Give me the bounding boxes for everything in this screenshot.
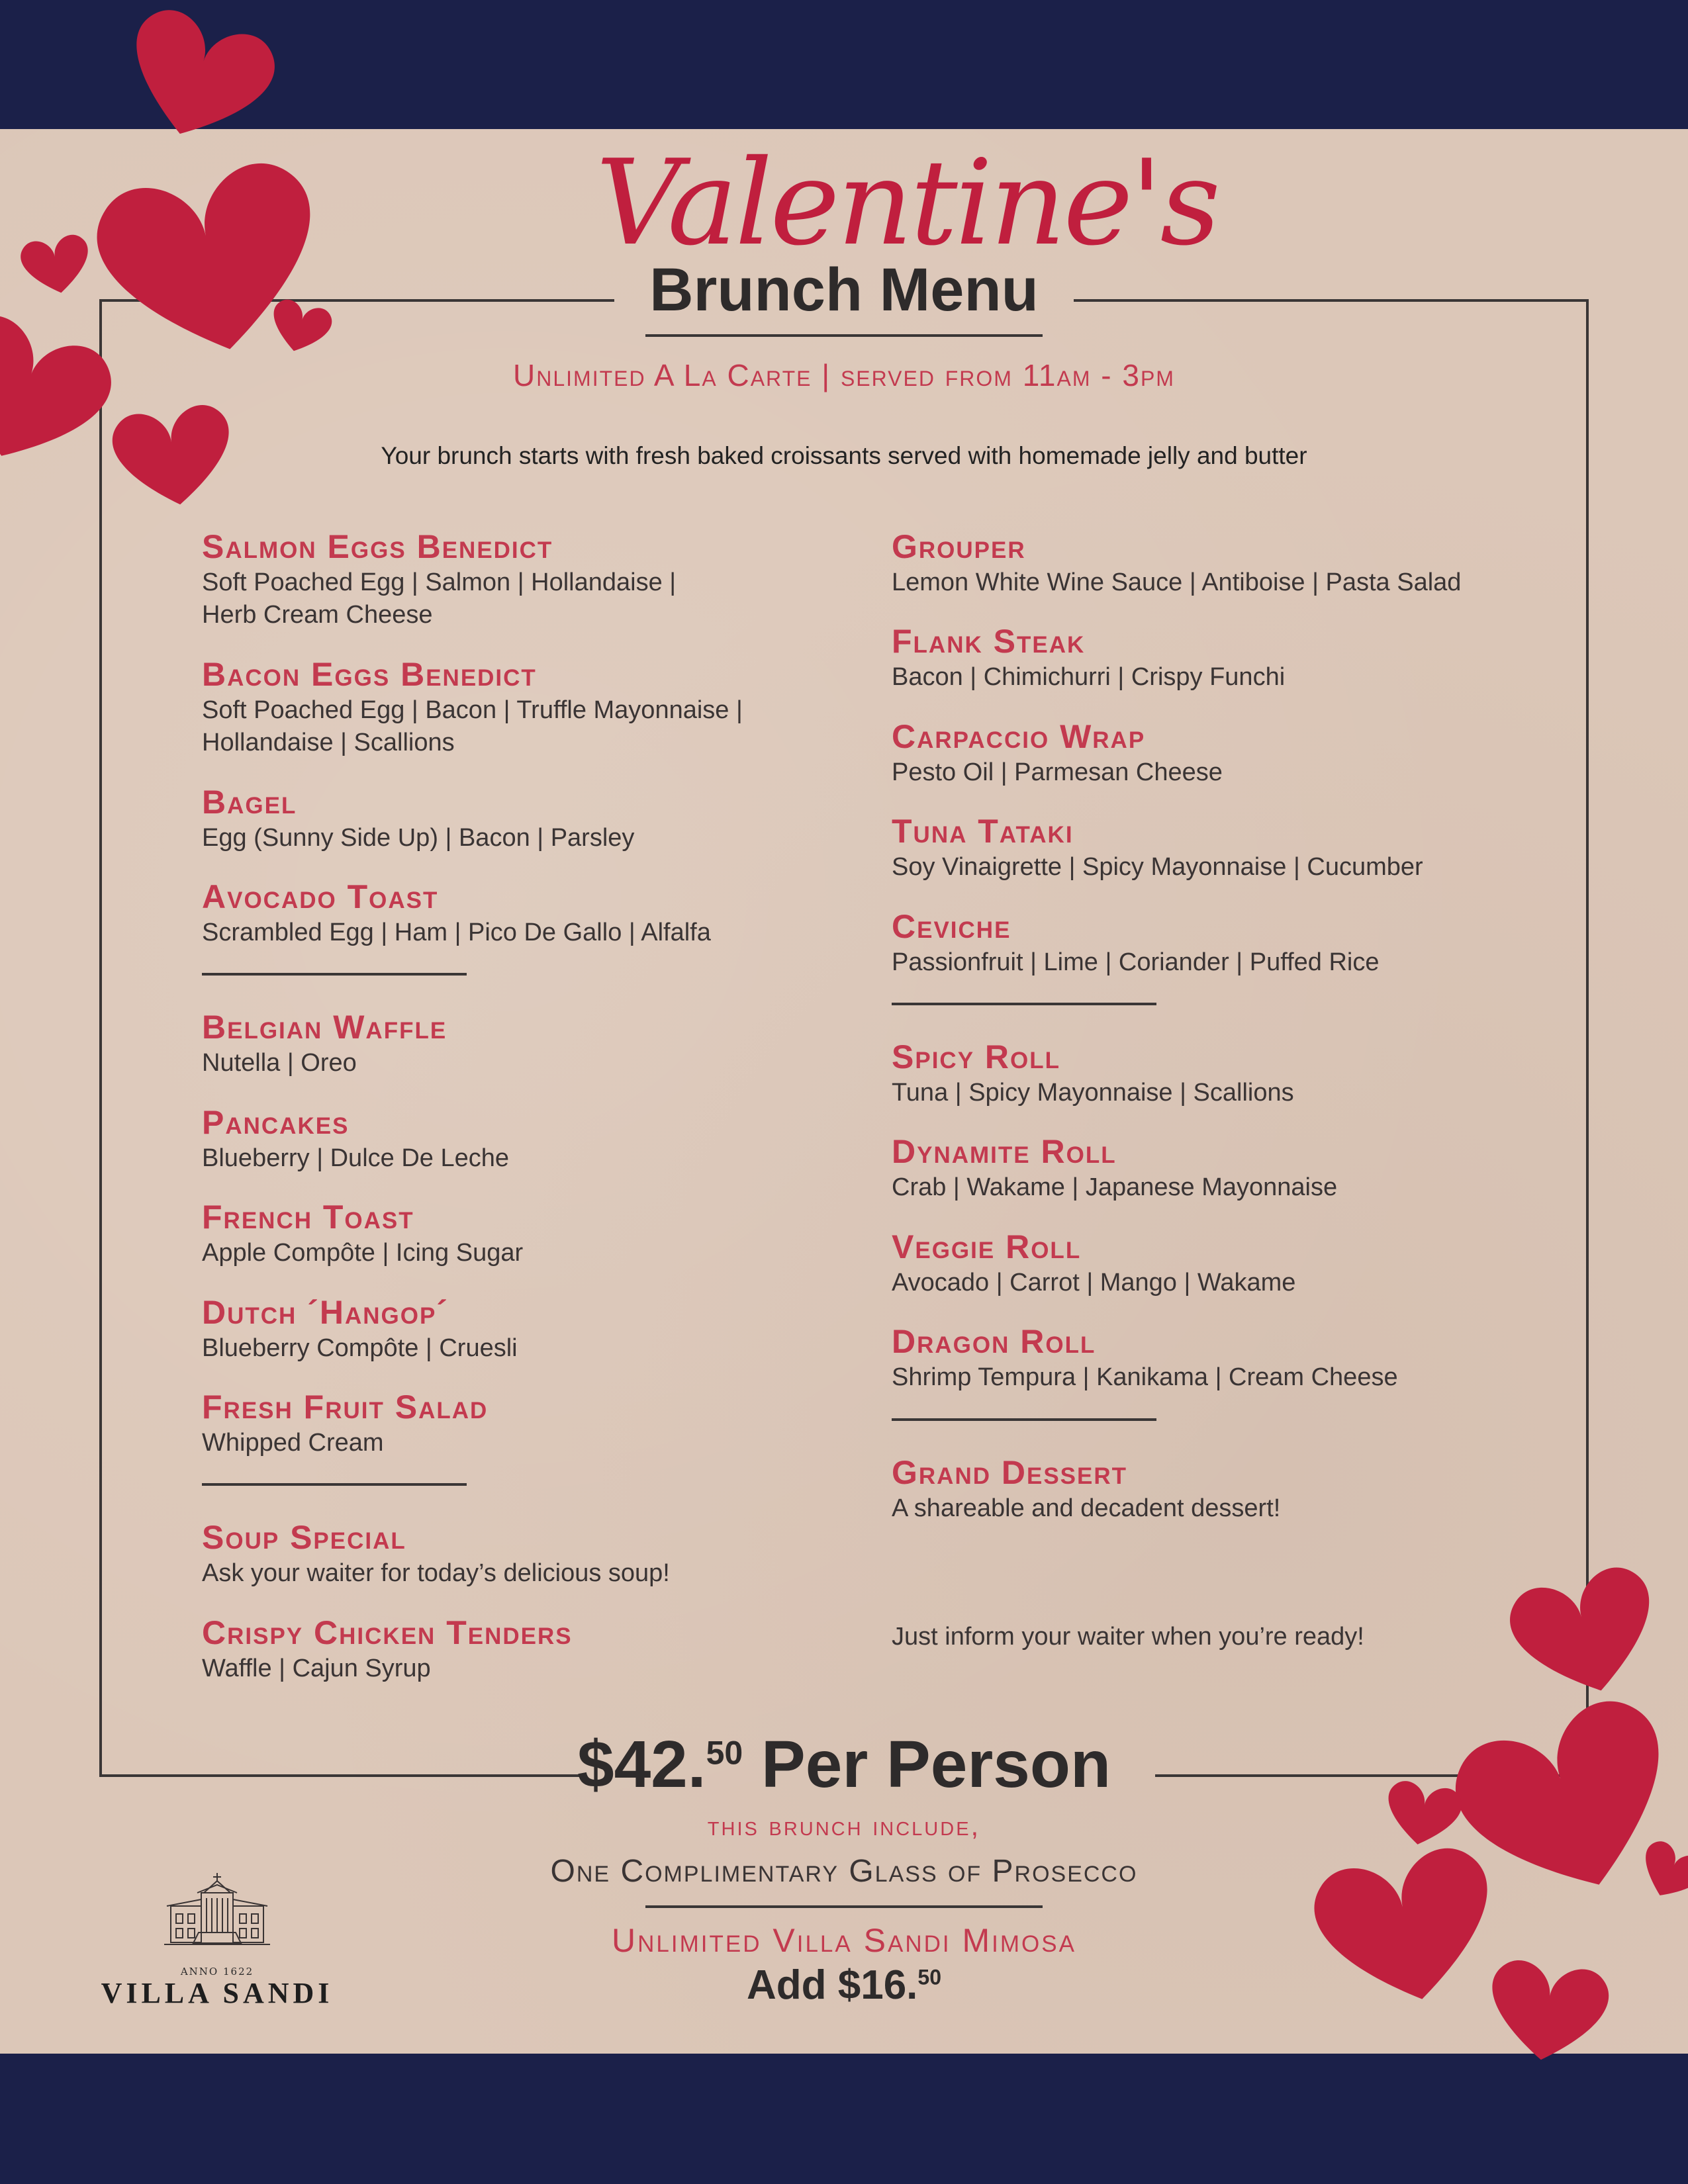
menu-item — [202, 1614, 798, 1685]
spacer — [892, 1549, 1487, 1623]
section-divider — [892, 1418, 1156, 1421]
item-name: Ceviche — [892, 907, 1011, 945]
top-navy-band — [0, 0, 1688, 129]
item-name: Bacon Eggs Benedict — [202, 655, 537, 693]
villa-building-icon — [158, 1866, 277, 1966]
item-name: Avocado Toast — [202, 878, 439, 915]
menu-item — [892, 1323, 1487, 1394]
item-desc: Pesto Oil | Parmesan Cheese — [892, 758, 1223, 786]
page-title: Brunch Menu — [649, 256, 1039, 324]
item-name: Flank Steak — [892, 623, 1086, 660]
price-suffix: Per Person — [743, 1727, 1111, 1801]
villa-sandi-logo — [98, 1866, 336, 2012]
item-name: Dragon Roll — [892, 1323, 1096, 1361]
frame-bottom-left — [99, 1774, 581, 1777]
service-subtitle: Unlimited A La Carte | served from 11am - 3pm — [513, 358, 1175, 392]
frame-top-left — [99, 299, 614, 302]
logo-anno: ANNO 1622 — [180, 1966, 254, 1978]
item-desc: Soy Vinaigrette | Spicy Mayonnaise | Cucumber — [892, 853, 1423, 882]
frame-top-right — [1074, 299, 1589, 302]
item-desc: Waffle | Cajun Syrup — [202, 1654, 431, 1682]
frame-left — [99, 299, 102, 1777]
item-desc: A shareable and decadent dessert! — [892, 1494, 1281, 1522]
item-desc: Apple Compôte | Icing Sugar — [202, 1239, 524, 1267]
item-desc: Nutella | Oreo — [202, 1049, 357, 1077]
section-divider — [892, 1003, 1156, 1005]
menu-item — [202, 1294, 798, 1365]
mimosa-price-cents: 50 — [917, 1965, 941, 1989]
item-name: Pancakes — [202, 1103, 350, 1141]
menu-item — [202, 1388, 798, 1459]
item-desc: Ask your waiter for today’s delicious soup! — [202, 1559, 670, 1588]
menu-column-right — [892, 528, 1487, 1651]
item-name: French Toast — [202, 1199, 414, 1236]
item-desc: Tuna | Spicy Mayonnaise | Scallions — [892, 1078, 1294, 1107]
section-divider — [202, 1483, 467, 1486]
price-main: $42. — [577, 1727, 706, 1801]
title-underline — [645, 334, 1043, 337]
menu-item — [202, 1104, 798, 1175]
menu-item — [892, 718, 1487, 789]
mimosa-price-main: Add $16. — [746, 1962, 918, 2008]
menu-item — [892, 813, 1487, 884]
item-desc: Blueberry Compôte | Cruesli — [202, 1334, 518, 1362]
item-desc: Crab | Wakame | Japanese Mayonnaise — [892, 1173, 1338, 1202]
menu-item — [202, 656, 798, 760]
menu-item — [202, 1199, 798, 1269]
price-cents: 50 — [706, 1734, 743, 1772]
intro-text: Your brunch starts with fresh baked croissants served with homemade jelly and butter — [381, 442, 1307, 469]
frame-right — [1586, 299, 1589, 1777]
item-desc: Lemon White Wine Sauce | Antiboise | Pasta Salad — [892, 569, 1462, 596]
menu-item — [892, 1228, 1487, 1299]
menu-item — [892, 1038, 1487, 1109]
menu-item — [892, 1133, 1487, 1204]
item-name: Belgian Waffle — [202, 1009, 447, 1046]
item-desc: Shrimp Tempura | Kanikama | Cream Cheese — [892, 1363, 1398, 1392]
item-name: Bagel — [202, 783, 297, 821]
menu-item — [892, 528, 1487, 599]
mimosa-offer: Unlimited Villa Sandi Mimosa — [612, 1922, 1076, 1959]
item-name: Carpaccio Wrap — [892, 717, 1146, 755]
menu-item — [202, 784, 798, 854]
bottom-navy-band — [0, 2054, 1688, 2184]
menu-item — [202, 1009, 798, 1079]
menu-item — [892, 1454, 1487, 1525]
item-name: Spicy Roll — [892, 1038, 1061, 1075]
item-name: Grand Dessert — [892, 1453, 1128, 1491]
item-desc: Soft Poached Egg | Bacon | Truffle Mayonnaise | Hollandaise | Scallions — [202, 696, 743, 757]
item-name: Veggie Roll — [892, 1228, 1082, 1265]
menu-item — [202, 528, 798, 632]
item-name: Soup Special — [202, 1519, 406, 1557]
menu-item — [892, 623, 1487, 694]
item-desc: Bacon | Chimichurri | Crispy Funchi — [892, 663, 1286, 692]
include-label: this brunch include, — [707, 1810, 981, 1841]
menu-item — [892, 908, 1487, 979]
item-desc: Scrambled Egg | Ham | Pico De Gallo | Alfalfa — [202, 918, 711, 946]
logo-name: VILLA SANDI — [101, 1977, 334, 2009]
script-title: Valentine's — [596, 134, 1218, 271]
item-name: Tuna Tataki — [892, 813, 1074, 850]
price-per-person — [576, 1727, 1112, 1801]
include-text: One Complimentary Glass of Prosecco — [550, 1854, 1138, 1889]
item-name: Grouper — [892, 528, 1026, 565]
waiter-note: Just inform your waiter when you’re ready! — [892, 1622, 1364, 1651]
item-name: Salmon Eggs Benedict — [202, 528, 553, 565]
item-desc: Soft Poached Egg | Salmon | Hollandaise | Herb Cream Cheese — [202, 569, 677, 629]
frame-bottom-right — [1155, 1774, 1589, 1777]
item-desc: Passionfruit | Lime | Coriander | Puffed Rice — [892, 948, 1380, 976]
item-name: Crispy Chicken Tenders — [202, 1614, 573, 1651]
item-desc: Whipped Cream — [202, 1428, 384, 1457]
menu-column-left — [202, 528, 798, 1709]
include-divider — [645, 1905, 1043, 1908]
menu-item — [202, 1519, 798, 1590]
item-desc: Avocado | Carrot | Mango | Wakame — [892, 1268, 1296, 1297]
item-desc: Egg (Sunny Side Up) | Bacon | Parsley — [202, 823, 635, 852]
section-divider — [202, 973, 467, 976]
item-name: Fresh Fruit Salad — [202, 1388, 489, 1426]
item-name: Dynamite Roll — [892, 1133, 1117, 1171]
item-name: Dutch ´Hangop´ — [202, 1293, 449, 1331]
item-desc: Blueberry | Dulce De Leche — [202, 1144, 509, 1172]
menu-item — [202, 878, 798, 949]
